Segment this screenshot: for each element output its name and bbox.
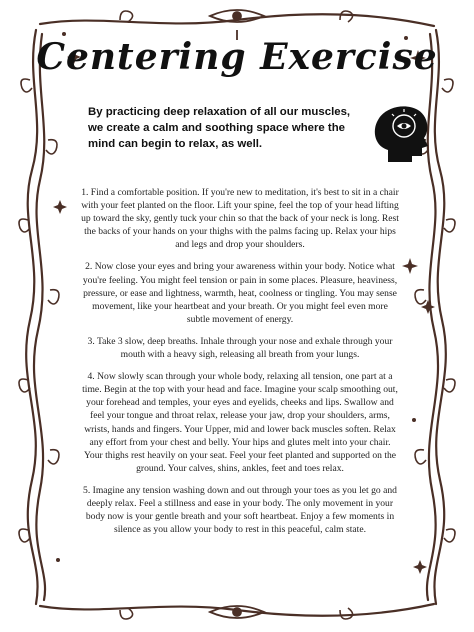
step-1: 1. Find a comfortable position. If you're new to meditation, it's best to sit in a chair with your feet planted on the floor. Lift your spine, feel the top of your head lifting up toward the sky, gently tuck your chin so that the back of your neck is long. Rest the backs of your hands on your thighs with the palms facing up. Relax your hips and legs and drop your shoulders. <box>81 187 399 251</box>
intro-paragraph: By practicing deep relaxation of all our muscles, we create a calm and soothing space where the mind can begin to relax, as well. <box>88 106 351 150</box>
page-title: Centering Exercise <box>36 36 438 78</box>
step-3: 3. Take 3 slow, deep breaths. Inhale through your nose and exhale through your mouth with a heavy sigh, releasing all breath from your lungs. <box>87 335 393 361</box>
head-with-mind-icon <box>366 100 438 164</box>
exercise-steps <box>80 186 400 545</box>
step-5: 5. Imagine any tension washing down and out through your toes as you let go and deeply relax. Feel a stillness and ease in your body. The only movement in your body now is your gentle breath and your soft heartbeat. Enjoy a few moments in silence as you allow your body to rest in this peaceful, calm state. <box>83 484 397 536</box>
step-4: 4. Now slowly scan through your whole body, relaxing all tension, one part at a time. Begin at the top with your head and face. Imagine your scalp smoothing out, your forehead and temples, your eyes and eyelids, cheeks and lips. Swallow and feel your tongue and throat relax, release your jaw, drop your shoulders, arms, wrists, hands and fingers. Your Upper, mid and lower back muscles soften. Relax any effort from your chest and belly. Your hips and glutes melt into your chair. Your thighs rest heavily on your seat. Feel your feet planted and supported on the ground. Your calves, shins, ankles, feet and toes relax. <box>82 371 398 474</box>
step-2: 2. Now close your eyes and bring your awareness within your body. Notice what you're feeling. You might feel tension or pain in some places. Pleasure, heaviness, pressure, or ease and lightness, warmth, heat, coolness or tingling. You may sense movement, like your heartbeat and your breath. Or you might feel even more subtle movement of energy. <box>82 261 398 325</box>
